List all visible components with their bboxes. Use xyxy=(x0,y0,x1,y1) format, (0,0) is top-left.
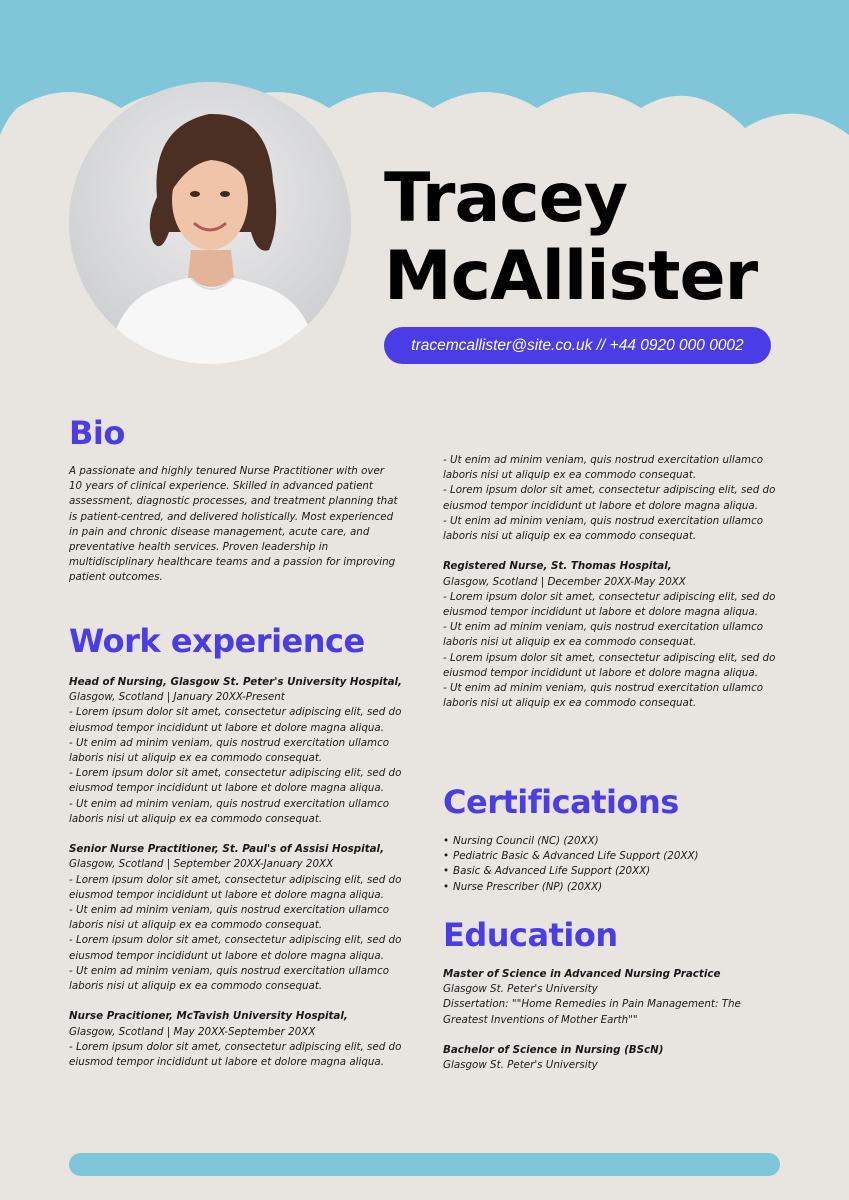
degree-note: Dissertation: ""Home Remedies in Pain Management: The Greatest Inventions of Mother Earth"" xyxy=(443,998,741,1026)
work-column-right xyxy=(443,453,783,727)
degree-title: Master of Science in Advanced Nursing Practice xyxy=(443,968,721,980)
degree-title: Bachelor of Science in Nursing (BScN) xyxy=(443,1044,664,1056)
job-title: Head of Nursing, Glasgow St. Peter's University Hospital, xyxy=(69,676,402,688)
degree-school: Glasgow St. Peter's University xyxy=(443,1059,598,1072)
education-entry xyxy=(443,1043,783,1073)
job-bullet: - Ut enim ad minim veniam, quis nostrud exercitation ullamco laboris nisi ut aliquip ex ea commodo consequat. xyxy=(69,964,390,993)
job-bullet: - Ut enim ad minim veniam, quis nostrud exercitation ullamco laboris nisi ut aliquip ex ea commodo consequat. xyxy=(69,736,390,765)
work-experience-heading: Work experience xyxy=(69,622,365,660)
certifications-heading: Certifications xyxy=(443,783,679,821)
job-entry-continued xyxy=(443,453,783,544)
job-bullet: - Lorem ipsum dolor sit amet, consectetur adipiscing elit, sed do eiusmod tempor incididunt ut labore et dolore magna aliqua. xyxy=(69,873,402,901)
certifications-section xyxy=(443,834,783,895)
job-title: Nurse Pracitioner, McTavish University Hospital, xyxy=(69,1010,348,1023)
bio-section xyxy=(69,464,399,586)
bio-text: A passionate and highly tenured Nurse Practitioner with over 10 years of clinical experience. Skilled in advanced patient assessment, diagnostic processes, and treatment planning that is patient-centred, and delivered holistically. Most experienced in pain and chronic disease management, acute care, and preventative health services. Proven leadership in multidisciplinary healthcare teams and a passion for improving patient outcomes. xyxy=(69,465,398,584)
profile-photo xyxy=(69,82,351,364)
job-bullet: - Lorem ipsum dolor sit amet, consectetur adipiscing elit, sed do eiusmod tempor incididunt ut labore et dolore magna aliqua. xyxy=(69,767,402,795)
certification-item: • Basic & Advanced Life Support (20XX) xyxy=(443,864,783,879)
job-title: Registered Nurse, St. Thomas Hospital, xyxy=(443,560,672,573)
job-bullet: - Lorem ipsum dolor sit amet, consectetur adipiscing elit, sed do eiusmod tempor incididunt ut labore et dolore magna aliqua. xyxy=(443,651,776,679)
job-meta: Glasgow, Scotland | December 20XX-May 20XX xyxy=(443,575,686,588)
education-entry xyxy=(443,967,783,1028)
contact-text: tracemcallister@site.co.uk // +44 0920 000 0002 xyxy=(411,336,744,354)
job-bullet: - Lorem ipsum dolor sit amet, consectetur adipiscing elit, sed do eiusmod tempor incididunt ut labore et dolore magna aliqua. xyxy=(443,484,776,512)
job-bullet: - Lorem ipsum dolor sit amet, consectetur adipiscing elit, sed do eiusmod tempor incididunt ut labore et dolore magna aliqua. xyxy=(443,590,776,619)
job-bullet: - Lorem ipsum dolor sit amet, consectetur adipiscing elit, sed do eiusmod tempor incididunt ut labore et dolore magna aliqua. xyxy=(69,706,402,734)
last-name: McAllister xyxy=(384,237,758,316)
job-entry xyxy=(69,842,409,994)
certification-item: • Nurse Prescriber (NP) (20XX) xyxy=(443,880,783,895)
job-entry xyxy=(69,675,409,827)
job-meta: Glasgow, Scotland | September 20XX-January 20XX xyxy=(69,858,334,871)
job-entry xyxy=(69,1009,409,1070)
work-column-left xyxy=(69,675,409,1085)
job-title: Senior Nurse Practitioner, St. Paul's of Assisi Hospital, xyxy=(69,843,384,856)
certifications-list xyxy=(443,834,783,895)
bio-heading: Bio xyxy=(69,414,125,452)
job-bullet: - Ut enim ad minim veniam, quis nostrud exercitation ullamco laboris nisi ut aliquip ex ea commodo consequat. xyxy=(443,514,764,543)
job-bullet: - Ut enim ad minim veniam, quis nostrud exercitation ullamco laboris nisi ut aliquip ex ea commodo consequat. xyxy=(69,797,390,825)
job-meta: Glasgow, Scotland | May 20XX-September 20XX xyxy=(69,1025,316,1038)
job-bullet: - Ut enim ad minim veniam, quis nostrud exercitation ullamco laboris nisi ut aliquip ex ea commodo consequat. xyxy=(443,682,764,710)
job-bullet: - Ut enim ad minim veniam, quis nostrud exercitation ullamco laboris nisi ut aliquip ex ea commodo consequat. xyxy=(443,454,764,482)
job-bullet: - Ut enim ad minim veniam, quis nostrud exercitation ullamco laboris nisi ut aliquip ex ea commodo consequat. xyxy=(443,621,764,649)
education-heading: Education xyxy=(443,916,618,954)
contact-pill xyxy=(384,327,771,364)
first-name: Tracey xyxy=(384,159,628,238)
certification-item: • Nursing Council (NC) (20XX) xyxy=(443,834,783,849)
certification-item: • Pediatric Basic & Advanced Life Support (20XX) xyxy=(443,849,783,864)
job-entry xyxy=(443,559,783,711)
degree-school: Glasgow St. Peter's University xyxy=(443,983,598,996)
footer-bar xyxy=(69,1153,780,1176)
candidate-name xyxy=(384,160,824,316)
job-bullet: - Lorem ipsum dolor sit amet, consectetur adipiscing elit, sed do eiusmod tempor incididunt ut labore et dolore magna aliqua. xyxy=(69,934,402,962)
education-section xyxy=(443,967,783,1089)
job-meta: Glasgow, Scotland | January 20XX-Present xyxy=(69,691,285,704)
job-bullet: - Lorem ipsum dolor sit amet, consectetur adipiscing elit, sed do eiusmod tempor incididunt ut labore et dolore magna aliqua. xyxy=(69,1040,402,1069)
job-bullet: - Ut enim ad minim veniam, quis nostrud exercitation ullamco laboris nisi ut aliquip ex ea commodo consequat. xyxy=(69,904,390,932)
